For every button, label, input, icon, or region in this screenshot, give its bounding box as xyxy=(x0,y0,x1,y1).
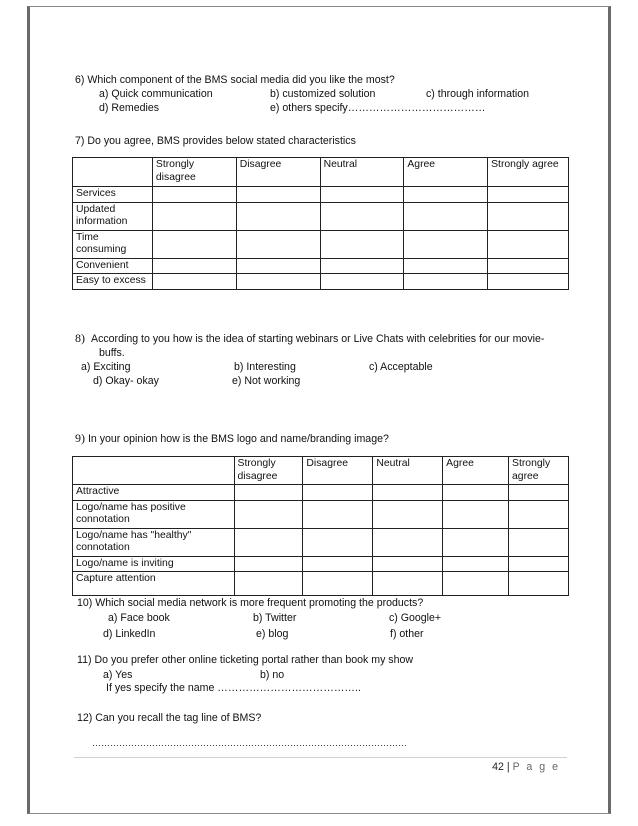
q9-question xyxy=(75,432,389,446)
answer-cell[interactable] xyxy=(404,202,488,230)
answer-cell[interactable] xyxy=(509,556,569,572)
q10-option-f: f) other xyxy=(390,628,424,640)
table-row xyxy=(73,500,569,528)
answer-cell[interactable] xyxy=(404,258,488,274)
q6-option-d: d) Remedies xyxy=(99,102,160,114)
answer-cell[interactable] xyxy=(236,274,320,290)
q6-option-b: b) customized solution xyxy=(270,88,376,100)
table-row xyxy=(73,230,569,258)
table-row xyxy=(73,187,569,203)
q6-option-e: e) others specify………………………………… xyxy=(270,102,486,114)
answer-cell[interactable] xyxy=(234,485,303,501)
table-header-cell: Strongly disagree xyxy=(152,158,236,187)
q7-rating-table xyxy=(72,157,569,290)
q8-number: 8) xyxy=(75,331,85,345)
q12-answer-line[interactable]: …………………………………………………………………………………………… xyxy=(92,738,407,748)
answer-cell[interactable] xyxy=(236,230,320,258)
answer-cell[interactable] xyxy=(488,187,569,203)
answer-cell[interactable] xyxy=(234,500,303,528)
answer-cell[interactable] xyxy=(303,485,373,501)
table-header-cell: Agree xyxy=(404,158,488,187)
answer-cell[interactable] xyxy=(373,500,443,528)
q10-option-e: e) blog xyxy=(256,628,289,640)
table-header-cell: Disagree xyxy=(303,457,373,485)
answer-cell[interactable] xyxy=(404,230,488,258)
answer-cell[interactable] xyxy=(488,230,569,258)
footer-divider xyxy=(74,757,567,758)
q8-question-line1: According to you how is the idea of starting webinars or Live Chats with celebrities for our movie- xyxy=(91,333,545,345)
q6-option-c: c) through information xyxy=(426,88,530,100)
page-number: 42 xyxy=(492,761,504,773)
answer-cell[interactable] xyxy=(509,500,569,528)
answer-cell[interactable] xyxy=(236,258,320,274)
answer-cell[interactable] xyxy=(404,274,488,290)
answer-cell[interactable] xyxy=(488,258,569,274)
q10-option-c: c) Google+ xyxy=(389,612,442,624)
q9-question-text: In your opinion how is the BMS logo and name/branding image? xyxy=(85,433,389,445)
q6-option-a: a) Quick communication xyxy=(99,88,213,100)
answer-cell[interactable] xyxy=(152,202,236,230)
answer-cell[interactable] xyxy=(488,274,569,290)
answer-cell[interactable] xyxy=(320,230,404,258)
footer-separator: | xyxy=(506,761,510,773)
row-label: Attractive xyxy=(73,485,235,501)
row-label: Time consuming xyxy=(73,230,153,258)
answer-cell[interactable] xyxy=(509,572,569,596)
page-label: P a g e xyxy=(512,761,560,773)
table-row xyxy=(73,528,569,556)
q11-option-b: b) no xyxy=(260,669,285,681)
q8-question-line2: buffs. xyxy=(99,347,125,359)
answer-cell[interactable] xyxy=(443,485,509,501)
table-row xyxy=(73,202,569,230)
answer-cell[interactable] xyxy=(236,202,320,230)
q11-option-a: a) Yes xyxy=(103,669,133,681)
q8-option-e: e) Not working xyxy=(232,375,301,387)
q8-option-c: c) Acceptable xyxy=(369,361,433,373)
answer-cell[interactable] xyxy=(234,572,303,596)
answer-cell[interactable] xyxy=(152,187,236,203)
table-header-cell: Strongly agree xyxy=(509,457,569,485)
q9-number: 9) xyxy=(75,431,85,445)
q10-option-b: b) Twitter xyxy=(253,612,297,624)
table-header-row xyxy=(73,457,569,485)
table-header-cell: Neutral xyxy=(373,457,443,485)
answer-cell[interactable] xyxy=(443,572,509,596)
q6-question: 6) Which component of the BMS social media did you like the most? xyxy=(75,74,395,86)
table-header-cell: Strongly disagree xyxy=(234,457,303,485)
answer-cell[interactable] xyxy=(236,187,320,203)
q8-option-a: a) Exciting xyxy=(81,361,131,373)
table-row xyxy=(73,572,569,596)
table-header-cell: Strongly agree xyxy=(488,158,569,187)
q11-specify: If yes specify the name ………………………………….. xyxy=(106,682,361,694)
row-label: Logo/name has positive connotation xyxy=(73,500,235,528)
q10-option-d: d) LinkedIn xyxy=(103,628,156,640)
answer-cell[interactable] xyxy=(152,230,236,258)
answer-cell[interactable] xyxy=(320,187,404,203)
answer-cell[interactable] xyxy=(152,258,236,274)
answer-cell[interactable] xyxy=(373,485,443,501)
answer-cell[interactable] xyxy=(320,202,404,230)
table-row xyxy=(73,258,569,274)
answer-cell[interactable] xyxy=(303,556,373,572)
table-row xyxy=(73,485,569,501)
answer-cell[interactable] xyxy=(303,572,373,596)
answer-cell[interactable] xyxy=(320,274,404,290)
answer-cell[interactable] xyxy=(443,528,509,556)
answer-cell[interactable] xyxy=(303,500,373,528)
row-label: Logo/name has "healthy" connotation xyxy=(73,528,235,556)
answer-cell[interactable] xyxy=(152,274,236,290)
table-header-cell: Neutral xyxy=(320,158,404,187)
answer-cell[interactable] xyxy=(373,572,443,596)
table-row xyxy=(73,556,569,572)
row-label: Updated information xyxy=(73,202,153,230)
row-label: Convenient xyxy=(73,258,153,274)
answer-cell[interactable] xyxy=(234,556,303,572)
answer-cell[interactable] xyxy=(404,187,488,203)
answer-cell[interactable] xyxy=(443,500,509,528)
answer-cell[interactable] xyxy=(443,556,509,572)
answer-cell[interactable] xyxy=(234,528,303,556)
q7-question: 7) Do you agree, BMS provides below stated characteristics xyxy=(75,135,356,147)
table-header-cell: Agree xyxy=(443,457,509,485)
answer-cell[interactable] xyxy=(320,258,404,274)
q9-rating-table xyxy=(72,456,569,596)
table-header-cell: Disagree xyxy=(236,158,320,187)
q8-option-b: b) Interesting xyxy=(234,361,296,373)
q8-option-d: d) Okay- okay xyxy=(93,375,159,387)
table-header-cell xyxy=(73,158,153,187)
row-label: Logo/name is inviting xyxy=(73,556,235,572)
row-label: Services xyxy=(73,187,153,203)
table-row xyxy=(73,274,569,290)
answer-cell[interactable] xyxy=(373,556,443,572)
row-label: Easy to excess xyxy=(73,274,153,290)
answer-cell[interactable] xyxy=(303,528,373,556)
table-header-row xyxy=(73,158,569,187)
answer-cell[interactable] xyxy=(488,202,569,230)
page-footer xyxy=(492,761,560,773)
q10-question: 10) Which social media network is more frequent promoting the products? xyxy=(77,597,424,609)
table-header-cell xyxy=(73,457,235,485)
answer-cell[interactable] xyxy=(509,528,569,556)
row-label: Capture attention xyxy=(73,572,235,596)
answer-cell[interactable] xyxy=(373,528,443,556)
q12-question: 12) Can you recall the tag line of BMS? xyxy=(77,712,262,724)
q10-option-a: a) Face book xyxy=(108,612,170,624)
answer-cell[interactable] xyxy=(509,485,569,501)
q11-question: 11) Do you prefer other online ticketing portal rather than book my show xyxy=(77,654,414,666)
